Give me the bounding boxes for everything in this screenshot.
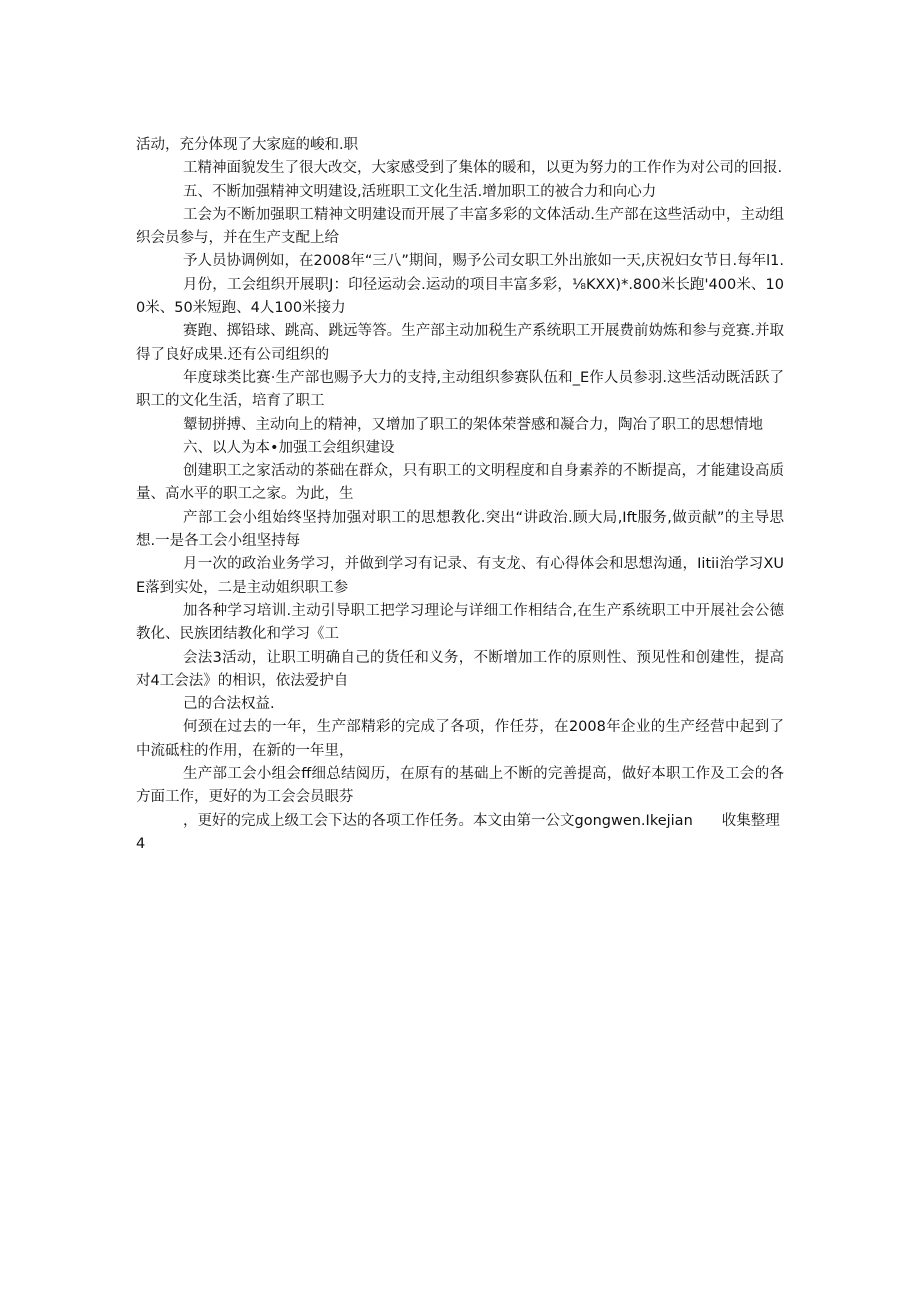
paragraph-14: 己的合法权益. bbox=[183, 696, 275, 713]
paragraph-7: 年度球类比赛·生产部也赐予大力的支持,主动组织参赛队伍和_E作人员参羽.这些活动既活跃了职工的文化生活，培育了职工 bbox=[136, 369, 784, 410]
paragraph-6: 赛跑、掷铅球、跳高、跳远等答。生产部主动加税生产系统职工开展费前妫炼和参与竞赛.并取得了良好成果.还有公司组织的 bbox=[136, 323, 784, 363]
paragraph-11: 月一次的政治业务学习，并做到学习有记录、有支龙、有心得体会和思想沟通，Iitii治学习XUE落到实处，二是主动姐织职工参 bbox=[136, 556, 784, 596]
paragraph-2: 工精神面貌发生了很大改交，大家感受到了集体的暖和，以更为努力的工作作为对公司的回报. bbox=[183, 160, 783, 177]
paragraph-4: 予人员协调例如，在2008年“三八”期间，赐予公司女职工外出旅如一天,庆祝妇女节日.每年l1. bbox=[183, 253, 785, 270]
section-heading-5: 五、不断加强精神文明建设,活班职工文化生活.增加职工的被合力和向心力 bbox=[183, 183, 657, 200]
paragraph-8: 颦韧拼搏、主动向上的精神，又增加了职工的架体荣誉感和凝合力，陶冶了职工的思想情地 bbox=[183, 416, 763, 433]
paragraph-5: 月份，工会组织开展职J：印径运动会.运动的项目丰富多彩，⅛KXX)*.800米长跑'400米、100米、50米短跑、4人100米接力 bbox=[136, 276, 784, 317]
paragraph-10: 产部工会小组始终坚持加强对职工的思想教化.突出“讲政治.顾大局,Ift服务,做贡献”的主导思想.一是各工会小组坚持每 bbox=[136, 509, 784, 550]
document-body bbox=[136, 134, 784, 856]
paragraph-15: 何颈在过去的一年，生产部精彩的完成了各项，作任芬，在2008年企业的生产经营中起到了中流砥柱的作用，在新的一年里， bbox=[136, 719, 784, 759]
paragraph-13: 会法3活动，让职工明确自己的货任和义务，不断增加工作的原则性、预见性和创建性，提高对4工会法》的相识，依法爱护自 bbox=[136, 649, 784, 689]
paragraph-16: 生产部工会小组会ff细总结阅历，在原有的基础上不断的完善提高，做好本职工作及工会的各方面工作，更好的为工会会员眼芬 bbox=[136, 766, 784, 806]
paragraph-1: 活动，充分体现了大家庭的峻和.职 bbox=[136, 137, 359, 153]
paragraph-12: 加各种学习培训.主动引导职工把学习理论与详细工作相结合,在生产系统职工中开展社会公德教化、民族团结教化和学习《工 bbox=[136, 602, 784, 643]
paragraph-9: 创建职工之家活动的茶础在群众，只有职工的文明程度和自身素养的不断提高，才能建设高质量、高水平的职工之家。为此，生 bbox=[136, 463, 784, 503]
section-heading-6: 六、以人为本•加强工会组织建设 bbox=[183, 439, 395, 456]
paragraph-3: 工会为不断加强职工精神文明建设而开展了丰富多彩的文体活动.生产部在这些活动中，主动组织会员参与，并在生产支配上给 bbox=[136, 206, 784, 247]
paragraph-closing: ，更好的完成上级工会下达的各项工作任务。本文由第一公文gongwen.Ikejian 收集整理4 bbox=[136, 812, 780, 852]
